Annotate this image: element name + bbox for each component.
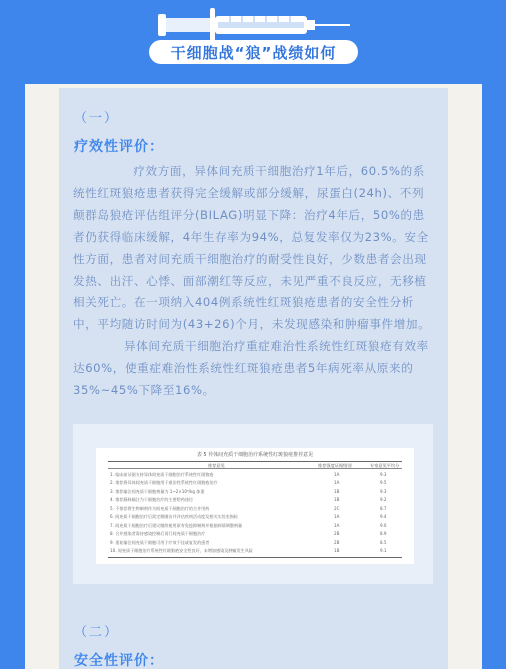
- table-cell: 2B: [334, 539, 340, 545]
- section-number: （一）: [74, 111, 120, 126]
- syringe-icon: [158, 8, 350, 42]
- table-cell: 1. 临床前证据支持异体间充质干细胞治疗系统性红斑狼疮: [110, 471, 214, 477]
- table-cell: 9.5: [380, 480, 387, 485]
- table-row: [108, 479, 402, 487]
- content-panel: [59, 88, 448, 669]
- table-figure: [73, 424, 433, 584]
- table-cell: 4. 推荐静脉输注为干细胞治疗的主要给药途径: [110, 497, 193, 502]
- table-cell: 1A: [334, 522, 340, 528]
- section-number: （二）: [74, 625, 120, 640]
- table-row: [108, 513, 402, 521]
- table-cell: 5. 不推荐将生物制剂作为间充质干细胞治疗的合并用药: [110, 505, 210, 511]
- table-cell: 6. 间充质干细胞治疗后需定期随访并评估疾病活动度及相关实验室指标: [110, 514, 239, 519]
- table-cell: 1A: [334, 514, 340, 519]
- section-title: 疗效性评价：: [74, 139, 164, 155]
- paragraph: 异体间充质干细胞治疗重症难治性系统性红斑狼疮有效率达60%，使重症难治性系统性红斑狼疮患者5年病死率从原来的35%~45%下降至16%。: [73, 339, 429, 398]
- paragraph: 疗效方面，异体间充质干细胞治疗1年后，60.5%的系统性红斑狼疮患者获得完全缓解或部分缓解，尿蛋白(24h)、不列颠群岛狼疮评估组评分(BILAG)明显下降：治疗4年后，50%的患者仍获得临床缓解，4年生存率为94%，总复发率仅为23%。安全性方面，患者对间充质干细胞治疗的耐受性良好，少数患者会出现发热、出汗、心悸、面部潮红等反应，未见严重不良反应，无移植相关死亡。在一项纳入404例系统性红斑狼疮患者的安全性分析中，平均随访时间为(43+26)个月，未发现感染和肿瘤事件增加。: [73, 164, 431, 332]
- table-header: [108, 461, 402, 469]
- table-cell: 9. 重复输注间充质干细胞可用于疗效不佳或复发的患者: [110, 539, 210, 545]
- table-cell: 1B: [334, 548, 340, 553]
- table-bottom-rule: [108, 557, 402, 558]
- table-row: [108, 538, 402, 546]
- table-cell: 2. 推荐将异体间充质干细胞用于难治性系统性红斑狼疮治疗: [110, 480, 218, 485]
- table-cell: 9.1: [380, 548, 387, 553]
- table-cell: 2B: [334, 531, 340, 536]
- table-cell: 1A: [334, 471, 340, 477]
- table-cell: 8.7: [380, 505, 387, 511]
- table-caption: 表 5 异体间充质干细胞治疗系统性红斑狼疮推荐意见: [196, 452, 314, 458]
- table-row: [108, 470, 402, 478]
- content-card: [25, 84, 482, 669]
- table-cell: 1B: [334, 488, 340, 494]
- table-cell: 7. 间充质干细胞治疗后建议继续使用原有免疫抑制剂并根据病情调整剂量: [110, 522, 243, 528]
- table-cell: 1A: [334, 480, 340, 485]
- table-cell: 9.2: [380, 497, 387, 502]
- column-header: 专家意见平均分: [370, 463, 400, 468]
- table-row: [108, 530, 402, 538]
- section-body: [73, 161, 433, 402]
- column-header: 推荐意见: [208, 463, 225, 468]
- table-cell: 9.3: [380, 488, 387, 494]
- header: [0, 0, 506, 84]
- table-cell: 8.5: [380, 539, 387, 545]
- table-row: [108, 504, 402, 512]
- recommendation-table: [96, 448, 414, 564]
- table-cell: 8. 合并感染者需待感染控制后再行间充质干细胞治疗: [110, 531, 206, 536]
- column-header: 推荐强度证据级别: [318, 463, 352, 468]
- table-cell: 9.4: [380, 514, 387, 519]
- table-row: [108, 496, 402, 504]
- section-title: 安全性评价：: [74, 653, 164, 669]
- table-cell: 9.0: [380, 522, 387, 528]
- table-cell: 8.9: [380, 531, 387, 536]
- table-row: [108, 521, 402, 529]
- table-cell: 10. 间充质干细胞治疗系统性红斑狼疮安全性良好，未增加感染及肿瘤发生风险: [110, 548, 253, 553]
- table-row: [108, 487, 402, 495]
- table-cell: 9.3: [380, 471, 387, 477]
- table-cell: 2C: [334, 505, 340, 511]
- table-cell: 1B: [334, 497, 340, 502]
- table-cell: 3. 推荐输注间充质干细胞剂量为 1~2×10⁶/kg 体重: [110, 488, 205, 494]
- table-row: [108, 547, 402, 555]
- page-title: 干细胞战“狼”战绩如何: [149, 40, 358, 64]
